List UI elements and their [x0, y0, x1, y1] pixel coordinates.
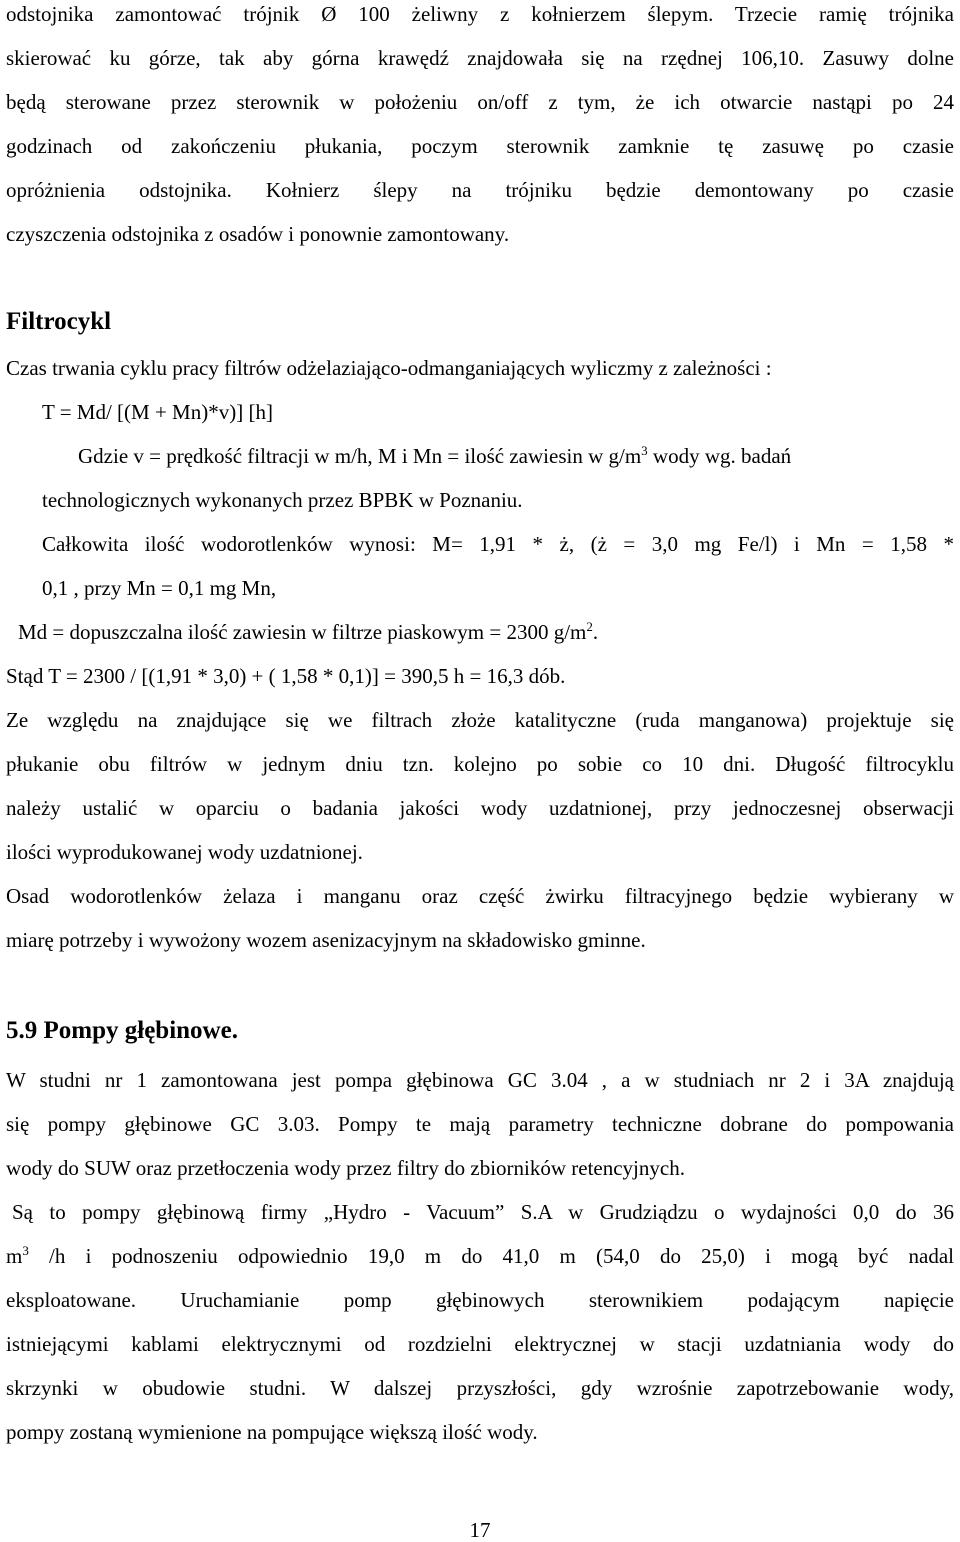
para1-line-2: płukanie obu filtrów w jednym dniu tzn. kolejno po sobie co 10 dni. Długość filtrocyklu — [6, 752, 954, 776]
intro-line-2: skierować ku górze, tak aby górna krawędź znajdowała się na rzędnej 106,10. Zasuwy dolne — [6, 46, 954, 70]
filtrocykl-intro: Czas trwania cyklu pracy filtrów odżelaziająco-odmanganiających wyliczmy z zależności : — [6, 356, 772, 380]
pompy-superscript: 3 — [22, 1243, 29, 1258]
page-number: 17 — [469, 1518, 491, 1542]
para2-line-2: miarę potrzeby i wywożony wozem asenizacyjnym na składowisko gminne. — [6, 928, 646, 952]
intro-line-1: odstojnika zamontować trójnik Ø 100 żeliwny z kołnierzem ślepym. Trzecie ramię trójnika — [6, 2, 954, 26]
para1-line-1: Ze względu na znajdujące się we filtrach złoże katalityczne (ruda manganowa) projektuje się — [6, 708, 954, 732]
heading-pompy: 5.9 Pompy głębinowe. — [6, 1017, 238, 1044]
pompy-line-8: skrzynki w obudowie studni. W dalszej przyszłości, gdy wzrośnie zapotrzebowanie wody, — [6, 1376, 954, 1400]
intro-line-6: czyszczenia odstojnika z osadów i ponownie zamontowany. — [6, 222, 510, 246]
md-text-end: . — [592, 620, 599, 644]
pompy-line-9: pompy zostaną wymienione na pompujące większą ilość wody. — [6, 1420, 538, 1444]
result-line: Stąd T = 2300 / [(1,91 * 3,0) + ( 1,58 * 0,1)] = 390,5 h = 16,3 dób. — [6, 664, 566, 688]
pompy-unit: m — [6, 1244, 23, 1268]
intro-line-3: będą sterowane przez sterownik w położeniu on/off z tym, że ich otwarcie nastąpi po 24 — [6, 90, 954, 114]
where-text-end: wody wg. badań — [647, 444, 792, 468]
where-line-1 — [78, 444, 791, 468]
md-superscript: 2 — [586, 619, 593, 634]
md-line — [18, 620, 598, 644]
formula-t: T = Md/ [(M + Mn)*v)] [h] — [42, 400, 273, 424]
para1-line-3: należy ustalić w oparciu o badania jakości wody uzdatnionej, przy jednoczesnej obserwacji — [6, 796, 954, 820]
md-text: Md = dopuszczalna ilość zawiesin w filtrze piaskowym = 2300 g/m — [18, 620, 587, 644]
para1-line-4: ilości wyprodukowanej wody uzdatnionej. — [6, 840, 363, 864]
total-line-1: Całkowita ilość wodorotlenków wynosi: M= 1,91 * ż, (ż = 3,0 mg Fe/l) i Mn = 1,58 * — [42, 532, 954, 556]
pompy-line-1: W studni nr 1 zamontowana jest pompa głębinowa GC 3.04 , a w studniach nr 2 i 3A znajdują — [6, 1068, 954, 1092]
pompy-line-5-text: /h i podnoszeniu odpowiednio 19,0 m do 41,0 m (54,0 do 25,0) i mogą być nadal — [28, 1244, 954, 1268]
pompy-line-3: wody do SUW oraz przetłoczenia wody przez filtry do zbiorników retencyjnych. — [6, 1156, 685, 1180]
pompy-line-2: się pompy głębinowe GC 3.03. Pompy te mają parametry techniczne dobrane do pompowania — [6, 1112, 954, 1136]
where-text: Gdzie v = prędkość filtracji w m/h, M i Mn = ilość zawiesin w g/m — [78, 444, 642, 468]
pompy-line-6: eksploatowane. Uruchamianie pomp głębinowych sterownikiem podającym napięcie — [6, 1288, 954, 1312]
intro-line-5: opróżnienia odstojnika. Kołnierz ślepy na trójniku będzie demontowany po czasie — [6, 178, 954, 202]
intro-line-4: godzinach od zakończeniu płukania, poczym sterownik zamknie tę zasuwę po czasie — [6, 134, 954, 158]
para2-line-1: Osad wodorotlenków żelaza i manganu oraz część żwirku filtracyjnego będzie wybierany w — [6, 884, 954, 908]
pompy-line-5 — [6, 1244, 954, 1268]
pompy-line-7: istniejącymi kablami elektrycznymi od rozdzielni elektrycznej w stacji uzdatniania wody do — [6, 1332, 954, 1356]
total-line-2: 0,1 , przy Mn = 0,1 mg Mn, — [42, 576, 277, 600]
pompy-line-4: Są to pompy głębinową firmy „Hydro - Vacuum” S.A w Grudziądzu o wydajności 0,0 do 36 — [12, 1200, 954, 1224]
where-line-2: technologicznych wykonanych przez BPBK w Poznaniu. — [42, 488, 523, 512]
where-superscript: 3 — [641, 443, 648, 458]
heading-filtrocykl: Filtrocykl — [6, 308, 112, 335]
